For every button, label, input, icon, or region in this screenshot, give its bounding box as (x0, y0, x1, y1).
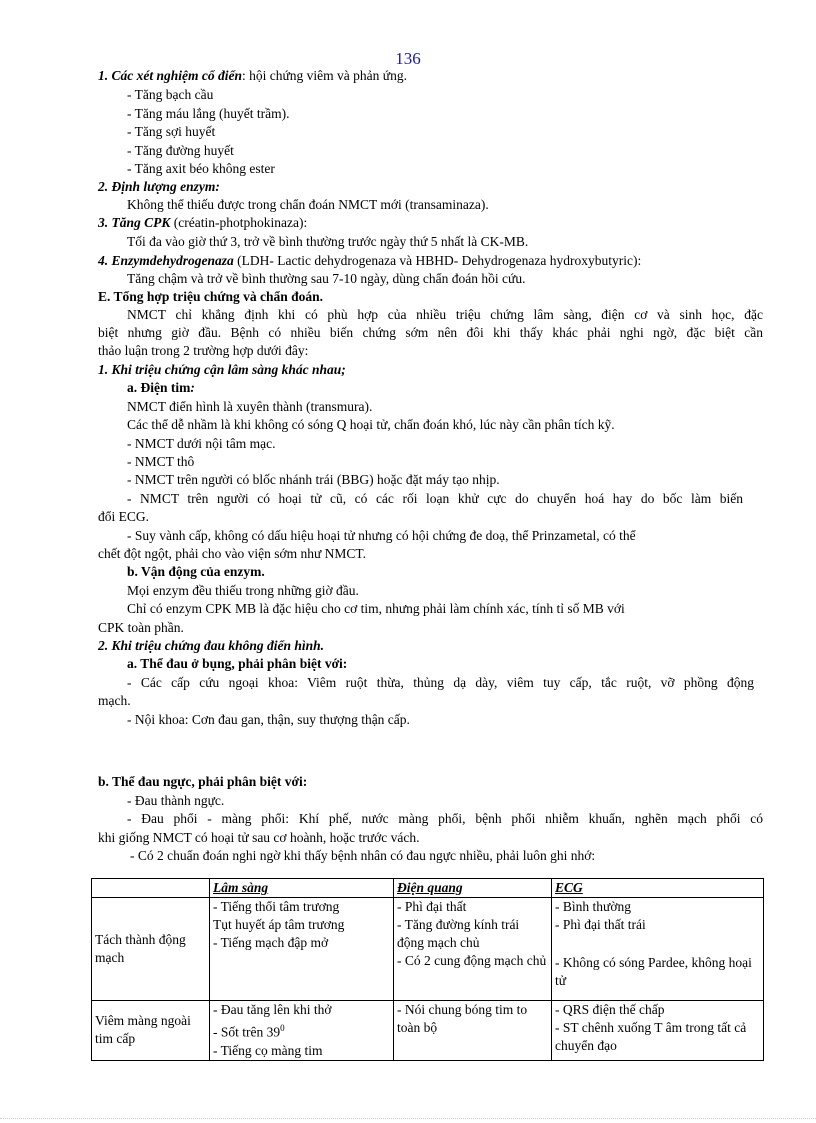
table-header-cell: Lâm sàng (210, 879, 394, 898)
text-line: mạch. (98, 693, 131, 708)
section1-subtitle: : hội chứng viêm và phản ứng. (242, 68, 407, 83)
table-cell (552, 1001, 764, 1061)
cell-line: - Bình thường (555, 899, 631, 914)
table-row (92, 1001, 764, 1061)
section3-title: 3. Tăng CPK (98, 215, 171, 230)
cell-line: - Đau tăng lên khi thở (213, 1002, 332, 1017)
cell-line (213, 1019, 390, 1042)
paragraph-line: thảo luận trong 2 trường hợp dưới đây: (98, 343, 309, 358)
cell-line: - Không có sóng Pardee, không hoại tử (555, 955, 752, 988)
table-cell (210, 898, 394, 1001)
table-cell (552, 898, 764, 1001)
comparison-table (91, 878, 764, 1061)
list-item: - Tăng sợi huyết (127, 124, 216, 139)
section3-subtitle: (créatin-photphokinaza): (170, 215, 308, 230)
section4-heading (98, 252, 641, 270)
text-line: Các thể dễ nhầm là khi không có sóng Q hoại tử, chẩn đoán khó, lúc này cần phân tích kỹ. (127, 417, 615, 432)
list-item: - Tăng bạch cầu (127, 87, 214, 102)
text-line: chết đột ngột, phải cho vào viện sớm như NMCT. (98, 546, 367, 561)
section2-text: Không thể thiếu được trong chẩn đoán NMCT mới (transaminaza). (127, 197, 489, 212)
list-item: - Tăng máu lắng (huyết trầm). (127, 106, 290, 121)
list-item: - Tăng axit béo không ester (127, 161, 275, 176)
text-line: - NMCT dưới nội tâm mạc. (127, 436, 276, 451)
text-line: - Suy vành cấp, không có dấu hiệu hoại tử nhưng có hội chứng đe doạ, thể Prinzametal, có thể (127, 528, 636, 543)
table-header-cell (92, 879, 210, 898)
sub1-a-title: a. Điện tim (127, 380, 191, 395)
cell-line: - Phì đại thất trái (555, 917, 646, 932)
sub2-a-heading: a. Thể đau ở bụng, phải phân biệt với: (127, 656, 348, 671)
text-line: CPK toàn phần. (98, 620, 184, 635)
section4-subtitle: (LDH- Lactic dehydrogenaza và HBHD- Dehydrogenaza hydroxybutyric): (233, 253, 642, 268)
sub1-heading: 1. Khi triệu chứng cận lâm sàng khác nhau; (98, 362, 346, 377)
table-header-cell: Điện quang (394, 879, 552, 898)
sub1-b-heading: b. Vận động của enzym. (127, 564, 265, 579)
paragraph-line: NMCT chỉ khẳng định khi có phù hợp của nhiều triệu chứng lâm sàng, điện cơ và sinh học, đặc (127, 307, 763, 322)
fever-text: - Sốt trên 39 (213, 1024, 281, 1040)
text-line: đổi ECG. (98, 509, 150, 524)
table-header-cell: ECG (552, 879, 764, 898)
cell-line: - Tăng đường kính trái động mạch chủ (397, 917, 520, 950)
page-bottom-divider (0, 1118, 816, 1119)
cell-line: - Tiếng cọ màng tim (213, 1042, 323, 1058)
cell-line: - Tiếng thổi tâm trương (213, 899, 340, 914)
text-line: - Đau thành ngực. (127, 793, 225, 808)
section1-title: 1. Các xét nghiệm cổ điển (98, 68, 242, 83)
table-cell (394, 898, 552, 1001)
cell-line: Tụt huyết áp tâm trương (213, 917, 345, 932)
cell-line: - QRS điện thế chấp (555, 1002, 665, 1017)
text-line: - NMCT trên người có blốc nhánh trái (BBG) hoặc đặt máy tạo nhịp. (127, 472, 500, 487)
section4-title: 4. Enzymdehydrogenaza (98, 253, 234, 268)
section3-heading (98, 214, 307, 232)
sub1-a-colon: : (190, 380, 195, 395)
row-label: Viêm màng ngoài tim cấp (92, 1001, 210, 1061)
sub2-heading: 2. Khi triệu chứng đau không điển hình. (98, 638, 325, 653)
row-label: Tách thành động mạch (92, 898, 210, 1001)
cell-line: - ST chênh xuống T âm trong tất cả chuyển đạo (555, 1020, 747, 1053)
sub1-a-heading (127, 379, 195, 397)
text-line: NMCT điển hình là xuyên thành (transmura). (127, 399, 373, 414)
text-line: Chỉ có enzym CPK MB là đặc hiệu cho cơ tim, nhưng phải làm chính xác, tính tỉ số MB với (127, 601, 625, 616)
text-line: - Đau phổi - màng phổi: Khí phế, nước màng phổi, bệnh phổi nhiễm khuẩn, nghẽn mạch phổi có (127, 811, 763, 826)
cell-line: - Tiếng mạch đập mở (213, 935, 329, 950)
cell-line: - Phì đại thất (397, 899, 467, 914)
paragraph-line: biệt nhưng giờ đầu. Bệnh có nhiều biến chứng sớm nên đôi khi thấy khác phải nghi ngờ, đặc biệt cần (98, 325, 763, 340)
section2-heading: 2. Định lượng enzym: (98, 179, 220, 194)
sub2-b-heading: b. Thể đau ngực, phải phân biệt với: (98, 774, 308, 789)
text-line: - NMCT thô (127, 454, 195, 469)
cell-line: - Có 2 cung động mạch chủ (397, 953, 547, 968)
page-number: 136 (395, 49, 421, 68)
list-item: - Tăng đường huyết (127, 143, 234, 158)
text-line: - Các cấp cứu ngoại khoa: Viêm ruột thừa, thủng dạ dày, viêm tuy cấp, tắc ruột, vỡ phồng động (127, 675, 754, 690)
section4-text: Tăng chậm và trở về bình thường sau 7-10 ngày, dùng chẩn đoán hồi cứu. (127, 271, 526, 286)
text-line: - Có 2 chuẩn đoán nghi ngờ khi thấy bệnh nhân có đau ngực nhiều, phải luôn ghi nhớ: (130, 848, 596, 863)
table-cell (394, 1001, 552, 1061)
text-line: - Nội khoa: Cơn đau gan, thận, suy thượng thận cấp. (127, 712, 410, 727)
sectionE-heading: E. Tổng hợp triệu chứng và chẩn đoán. (98, 289, 324, 304)
table-cell (210, 1001, 394, 1061)
text-line: - NMCT trên người có hoại tử cũ, có các rối loạn khử cực do chuyển hoá hay do bốc làm biến (127, 491, 743, 506)
cell-line: - Nói chung bóng tim to toàn bộ (397, 1002, 528, 1035)
table-header-row (92, 879, 764, 898)
section3-text: Tối đa vào giờ thứ 3, trở về bình thường trước ngày thứ 5 nhất là CK-MB. (127, 234, 529, 249)
section1-heading (98, 67, 407, 85)
text-line: khi giống NMCT có hoại tử sau cơ hoành, hoặc trước vách. (98, 830, 420, 845)
text-line: Mọi enzym đều thiếu trong những giờ đầu. (127, 583, 359, 598)
table-row (92, 898, 764, 1001)
degree-superscript: 0 (280, 1023, 285, 1033)
